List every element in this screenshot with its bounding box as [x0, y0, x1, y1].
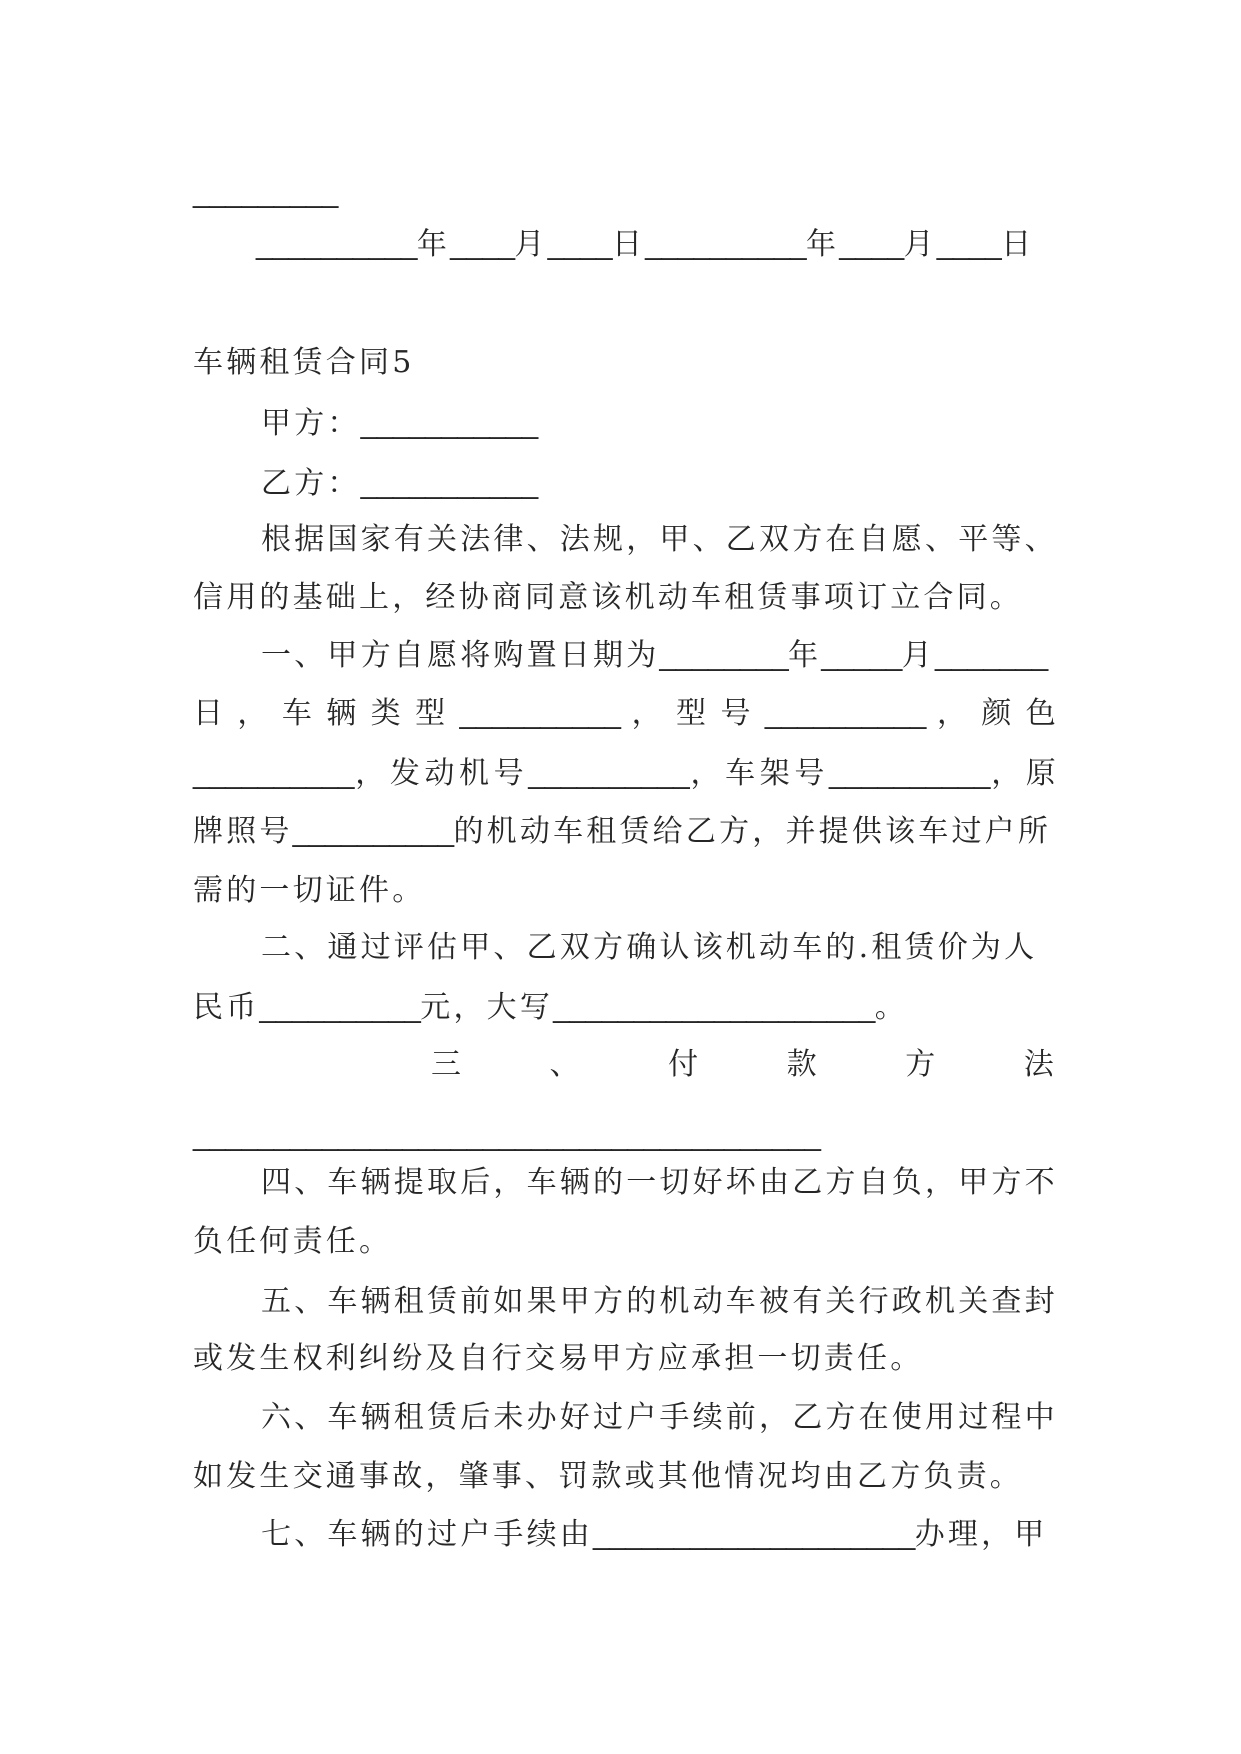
fill-in-blank: __________	[459, 697, 621, 730]
clause-1-line: __________，发动机号__________，车架号__________，原	[193, 756, 1059, 791]
clause-1-line: 一、甲方自愿将购置日期为________年_____月_______	[261, 638, 1048, 673]
clause-5-line: 五、车辆租赁前如果甲方的机动车被有关行政机关查封	[261, 1284, 1058, 1319]
fill-in-blank: __________	[256, 228, 417, 261]
fill-in-blank: __________	[764, 697, 926, 730]
clause-6-line: 如发生交通事故，肇事、罚款或其他情况均由乙方负责。	[193, 1459, 1023, 1494]
party-b-line: 乙方：___________	[261, 466, 538, 501]
fill-in-blank: ____	[547, 228, 612, 261]
preamble-line: 根据国家有关法律、法规，甲、乙双方在自愿、平等、	[261, 522, 1058, 557]
fill-in-blank: _______________________________________	[193, 1119, 821, 1152]
fill-in-blank: _______	[934, 639, 1048, 672]
clause-7-line: 七、车辆的过户手续由____________________办理，甲	[261, 1517, 1048, 1552]
fill-in-blank: ___________	[360, 467, 538, 500]
fill-in-blank: _____	[821, 639, 902, 672]
clause-4-line: 四、车辆提取后，车辆的一切好坏由乙方自负，甲方不	[261, 1165, 1058, 1200]
fill-in-blank: __________	[528, 757, 690, 790]
fill-in-blank: ____________________	[553, 991, 875, 1024]
clause-1-line: 日，车辆类型__________，型号__________，颜色	[193, 696, 1059, 731]
contract-title: 车辆租赁合同5	[193, 345, 415, 380]
fill-in-blank: ____________________	[593, 1518, 915, 1551]
fill-in-blank: __________	[645, 228, 807, 261]
fill-in-blank: __________	[828, 757, 990, 790]
clause-3-heading: 三、付款方法	[431, 1047, 1057, 1082]
clause-6-line: 六、车辆租赁后未办好过户手续前，乙方在使用过程中	[261, 1400, 1058, 1435]
clause-1-line: 牌照号__________的机动车租赁给乙方，并提供该车过户所	[193, 814, 1052, 849]
clause-1-line: 需的一切证件。	[193, 873, 426, 908]
signature-date-line: __________年____月____日__________年____月____日	[256, 227, 1035, 262]
fill-in-blank: ____	[450, 228, 515, 261]
fill-in-blank: ____	[936, 228, 1002, 261]
clause-2-line: 民币__________元，大写____________________。	[193, 990, 908, 1025]
clause-3-blank	[193, 1116, 820, 1156]
fill-in-blank: ____	[839, 228, 904, 261]
fill-in-blank: ___________	[360, 407, 538, 440]
fill-in-blank: ________	[659, 639, 789, 672]
clause-2-line: 二、通过评估甲、乙双方确认该机动车的.租赁价为人	[261, 930, 1038, 965]
top-signature-blank	[193, 173, 338, 213]
fill-in-blank: __________	[193, 757, 354, 790]
fill-in-blank: __________	[292, 815, 454, 848]
fill-in-blank: _________	[193, 176, 338, 209]
clause-4-line: 负任何责任。	[193, 1224, 393, 1259]
clause-5-line: 或发生权利纠纷及自行交易甲方应承担一切责任。	[193, 1341, 924, 1376]
party-a-line: 甲方：___________	[261, 406, 538, 441]
preamble-line: 信用的基础上，经协商同意该机动车租赁事项订立合同。	[193, 580, 1023, 615]
fill-in-blank: __________	[259, 991, 421, 1024]
